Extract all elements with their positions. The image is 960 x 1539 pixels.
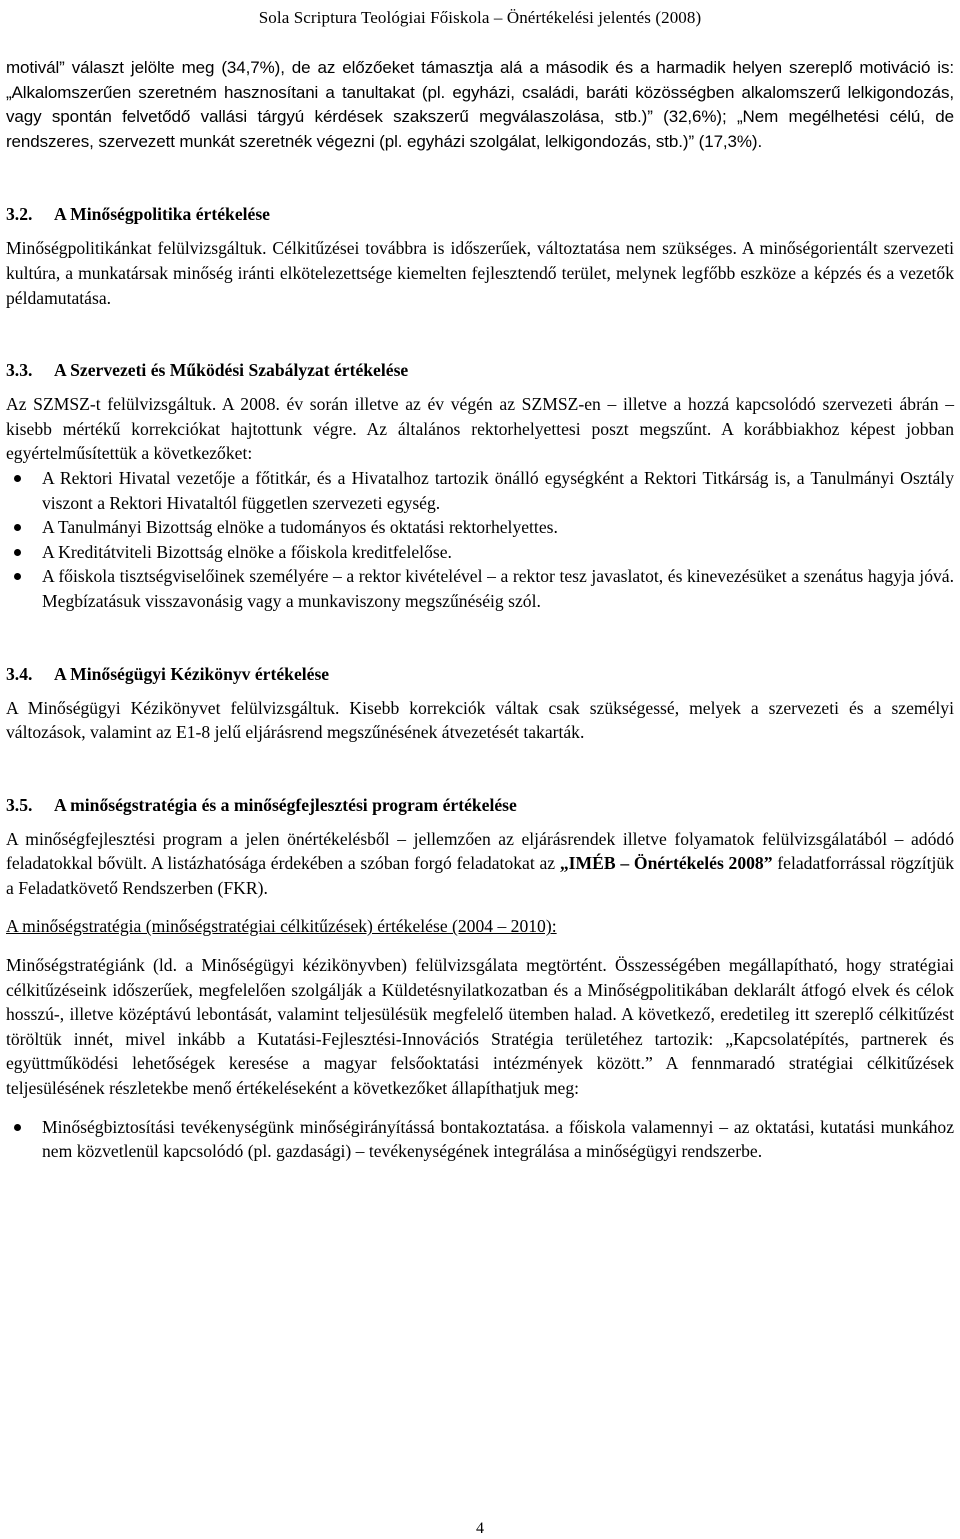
intro-paragraph: motivál” választ jelölte meg (34,7%), de az előzőeket támasztja alá a második és a harmadik helyen szereplő motiváció is: „Alkalomszerűen szeretném hasznosítani a tanultakat (pl. egyházi, családi, baráti közösségben alkalomszerű lelkigondozás, vagy spontán felvetődő vallási tárgyú kérdések szakszerű megválaszolása, stb.)” (32,6%); „Nem megélhetési célú, de rendszeres, szervezett munkát szeretnék végezni (pl. egyházi szolgálat, lelkigondozás, stb.)” (17,3%). [6,58,954,151]
section-title: A minőségstratégia és a minőségfejlesztési program értékelése [54,794,517,815]
section-3-3-paragraph: Az SZMSZ-t felülvizsgáltuk. A 2008. év során illetve az év végén az SZMSZ-en – illetve a hozzá kapcsolódó szervezeti ábrán – kisebb mértékű korrekciókat hajtottunk végre. Az általános rektorhelyettesi poszt megszűnt. A korábbiakhoz képest jobban egyértelműsítettük a következőket: [6,394,954,464]
list-item: Minőségbiztosítási tevékenységünk minőségirányítássá bontakoztatása. a főiskola valamennyi – az oktatási, kutatási munkához nem közvetlenül kapcsolódó (pl. gazdasági) – tevékenységének integrálása a minőségügyi rendszerbe. [42,1115,954,1164]
list-item: A főiskola tisztségviselőinek személyére – a rektor kivételével – a rektor tesz javaslatot, és kinevezésüket a szenátus hagyja jóvá. Megbízatásuk visszavonásig vagy a munkaviszony megszűnéséig szól. [42,564,954,613]
section-number: 3.4. [6,663,33,684]
section-3-4-heading [6,662,954,686]
section-3-4-paragraph: A Minőségügyi Kézikönyvet felülvizsgáltuk. Kisebb korrekciók váltak csak szükségessé, melyek a szervezeti és a személyi változások, valamint az E1-8 jelű eljárásrend megszűnésének átvezetését takarták. [6,697,954,743]
document-page [6,0,954,1164]
strategy-paragraph: Minőségstratégiánk (ld. a Minőségügyi kézikönyvben) felülvizsgálata megtörtént. Összességében megállapítható, hogy stratégiai célkitűzéseink időszerűek, megfelelően szolgálják a Küldetésnyilatkozatban és a Minőségpolitikában deklarált átfogó elvek és célok hosszú-, illetve középtávú lebontását, valamint teljesülésük megfelelő ütemben halad. A következő, eredetileg itt szereplő célkitűzést töröltük innét, mivel inkább a Kutatási-Fejlesztési-Innovációs Stratégia területéhez tartozik: „Kapcsolatépítés, partnerek és együttműködési lehetőségek keresése a magyar felsőoktatási intézmények között.” A fennmaradó stratégiai célkitűzések teljesülésének részletekbe menő értékeléseként a következőket állapíthatjuk meg: [6,955,954,1099]
section-number: 3.5. [6,794,33,815]
section-title: A Szervezeti és Működési Szabályzat értékelése [54,360,409,381]
section-3-5-paragraph [6,827,954,901]
section-number: 3.3. [6,360,33,381]
page-number: 4 [476,1520,484,1537]
strategy-bullet-list [6,1115,954,1164]
section-3-3-heading [6,358,954,382]
list-item: A Kreditátviteli Bizottság elnöke a főiskola kreditfelelőse. [42,540,954,565]
section-3-3-bullet-list [6,466,954,614]
section-3-2-paragraph: Minőségpolitikánkat felülvizsgáltuk. Célkitűzései továbbra is időszerűek, változtatása nem szükséges. A minőségorientált szervezeti kultúra, a munkatársak minőség iránti elkötelezettsége kiemelten fejlesztendő terület, melynek legfőbb eszköze a képzés és a vezetők példamutatása. [6,238,954,308]
section-number: 3.2. [6,204,33,225]
paragraph-text: A minőségfejlesztési program a jelen önértékelésből – jellemzően az eljárásrendek illetve folyamatok felülvizsgálatából – adódó feladatokkal bővült. A listázhatósága érdekében a szóban forgó feladatokat az [6,828,954,874]
section-title: A Minőségügyi Kézikönyv értékelése [54,663,330,684]
section-3-5-heading [6,793,954,817]
strategy-subheading: A minőségstratégia (minőségstratégiai célkitűzések) értékelése (2004 – 2010): [6,916,557,937]
running-header: Sola Scriptura Teológiai Főiskola – Önértékelési jelentés (2008) [258,8,702,27]
list-item: A Rektori Hivatal vezetője a főtitkár, és a Hivatalhoz tartozik önálló egységként a Rektori Titkárság is, a Tanulmányi Osztály viszont a Rektori Hivataltól független szervezeti egység. [42,466,954,515]
list-item: A Tanulmányi Bizottság elnöke a tudományos és oktatási rektorhelyettes. [42,515,954,540]
feladatforras-name: „IMÉB – Önértékelés 2008” [559,853,773,874]
paragraph-text: feladatforrással rögzítjük a Feladatkövető Rendszerben (FKR). [6,853,955,898]
section-title: A Minőségpolitika értékelése [54,204,270,225]
section-3-2-heading [6,202,954,226]
